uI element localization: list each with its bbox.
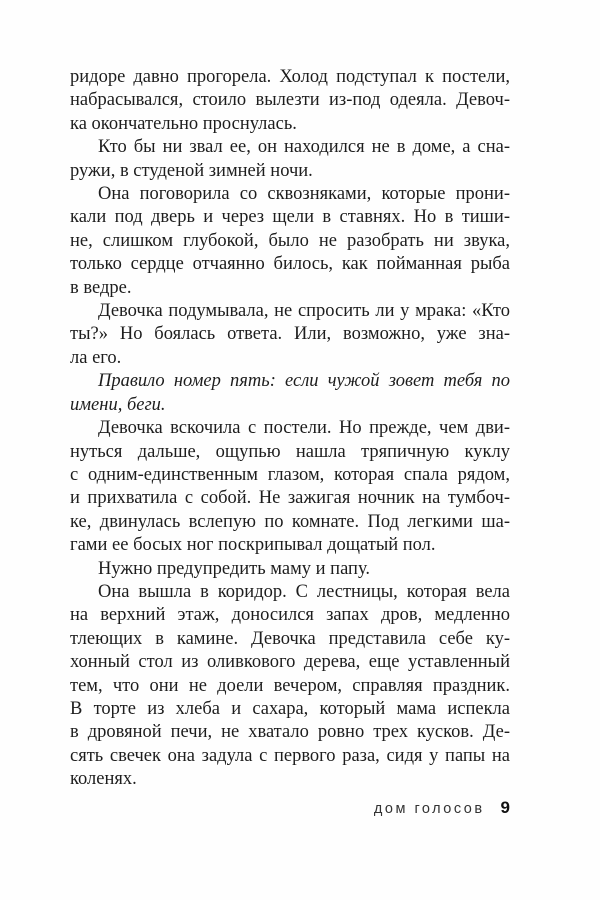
text-line: ридоре давно прогорела. Холод подступал к постели, — [70, 67, 510, 87]
paragraph — [70, 581, 510, 792]
text-line: ты?» Но боялась ответа. Или, возможно, уже зна- — [70, 324, 510, 345]
text-line: Правило номер пять: если чужой зовет тебя по — [98, 371, 510, 392]
paragraph — [70, 370, 510, 417]
text-line: не, слишком глубокой, было не разобрать ни звука, — [70, 230, 510, 251]
paragraph — [70, 66, 510, 136]
text-line: ружи, в студеной зимней ночи. — [70, 160, 313, 181]
text-block — [70, 66, 510, 792]
text-line: Нужно предупредить маму и папу. — [98, 558, 370, 579]
text-line: Она поговорила со сквозняками, которые прони- — [98, 184, 510, 205]
text-line: только сердце отчаянно билось, как пойманная рыба — [70, 254, 510, 275]
text-line: Кто бы ни звал ее, он находился не в доме, а сна- — [98, 137, 510, 158]
text-line: кали под дверь и через щели в ставнях. Но в тиши- — [70, 207, 510, 228]
running-title: дом голосов — [373, 801, 485, 817]
paragraph — [70, 183, 510, 300]
paragraph — [70, 417, 510, 557]
text-line: на верхний этаж, доносился запах дров, медленно — [70, 605, 510, 626]
text-line: набрасывался, стоило вылезти из-под одеяла. Девоч- — [70, 90, 510, 111]
paragraph — [70, 136, 510, 183]
text-line: в дровяной печи, не хватало ровно трех кусков. Де- — [70, 722, 510, 743]
page-number: 9 — [500, 798, 510, 817]
text-line: Девочка подумывала, не спросить ли у мрака: «Кто — [98, 301, 510, 322]
text-line: коленях. — [70, 769, 137, 790]
text-line: в ведре. — [70, 277, 132, 298]
paragraph — [70, 300, 510, 370]
text-line: гами ее босых ног поскрипывал дощатый пол. — [70, 535, 436, 556]
text-line: сять свечек она задула с первого раза, сидя у папы на — [70, 745, 510, 766]
text-line: Она вышла в коридор. С лестницы, которая вела — [98, 581, 510, 602]
text-line: с одним-единственным глазом, которая спала рядом, — [70, 464, 510, 485]
paragraph — [70, 558, 510, 581]
text-line: тем, что они не доели вечером, справляя праздник. — [70, 675, 510, 696]
text-line: нуться дальше, ощупью нашла тряпичную куклу — [70, 441, 510, 462]
page-footer — [70, 798, 510, 818]
text-line: ке, двинулась вслепую по комнате. Под легкими ша- — [70, 511, 510, 532]
text-line: В торте из хлеба и сахара, который мама испекла — [70, 698, 510, 719]
text-line: ла его. — [70, 347, 122, 368]
text-line: и прихватила с собой. Не зажигая ночник на тумбоч- — [70, 488, 510, 509]
text-line: тлеющих в камине. Девочка представила себе ку- — [70, 628, 510, 649]
text-line: Девочка вскочила с постели. Но прежде, чем дви- — [98, 418, 510, 439]
text-line: ка окончательно проснулась. — [70, 113, 297, 134]
text-line: хонный стол из оливкового дерева, еще уставленный — [70, 652, 510, 673]
text-line: имени, беги. — [70, 394, 166, 415]
